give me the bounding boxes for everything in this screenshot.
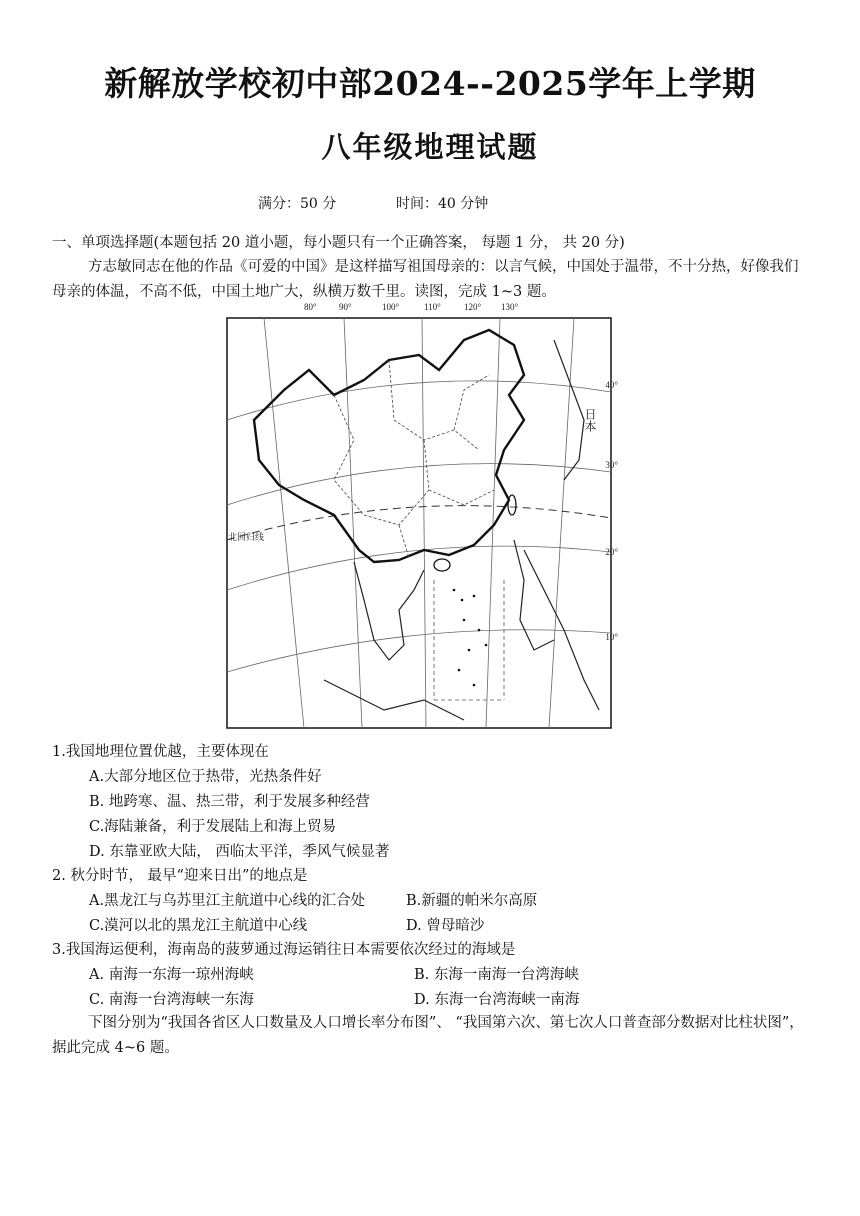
- question-intro: 方志敏同志在他的作品《可爱的中国》是这样描写祖国母亲的：以言气候，中国处于温带，不十分热，好像我们母亲的体温，不高不低，中国土地广大，纵横万数千里。读图，完成 1~3 题。: [52, 259, 799, 300]
- question-2-stem: 2. 秋分时节， 最早“迎来日出”的地点是: [52, 868, 308, 884]
- lat-label-40: 40°: [605, 380, 618, 390]
- question-1-stem: 1.我国地理位置优越，主要体现在: [52, 744, 269, 760]
- question-2-option-c: C.漠河以北的黑龙江主航道中心线: [89, 918, 308, 934]
- lon-label-90: 90°: [339, 302, 352, 312]
- full-score: 满分：50 分: [258, 196, 337, 212]
- japan-label: 日本: [583, 408, 597, 432]
- question-2-option-b: B.新疆的帕米尔高原: [406, 893, 538, 909]
- question-1-option-a: A.大部分地区位于热带，光热条件好: [89, 769, 322, 785]
- section-heading: 一、单项选择题(本题包括 20 道小题，每小题只有一个正确答案， 每题 1 分， 共 20 分): [52, 235, 625, 251]
- map-frame: [227, 318, 611, 728]
- lon-label-120: 120°: [464, 302, 482, 312]
- question-3-option-d: D. 东海一台湾海峡一南海: [414, 992, 580, 1008]
- tropic-label: 北回归线: [228, 532, 265, 542]
- question-1-option-d: D. 东靠亚欧大陆， 西临太平洋，季风气候显著: [89, 844, 390, 860]
- lon-label-110: 110°: [424, 302, 441, 312]
- question-1-option-b: B. 地跨寒、温、热三带，利于发展多种经营: [89, 794, 370, 810]
- exam-title: 新解放学校初中部2024--2025学年上学期: [104, 64, 756, 103]
- question-2-option-d: D. 曾母暗沙: [406, 918, 485, 934]
- exam-time: 时间：40 分钟: [396, 196, 489, 212]
- lon-label-80: 80°: [304, 302, 317, 312]
- section2-intro: 下图分别为“我国各省区人口数量及人口增长率分布图”、 “我国第六次、第七次人口普查部分数据对比柱状图”，据此完成 4~6 题。: [52, 1015, 804, 1056]
- question-3-stem: 3.我国海运便利，海南岛的菠萝通过海运销往日本需要依次经过的海域是: [52, 942, 516, 958]
- lon-label-100: 100°: [382, 302, 400, 312]
- lon-label-130: 130°: [501, 302, 519, 312]
- question-1-option-c: C.海陆兼备，利于发展陆上和海上贸易: [89, 819, 337, 835]
- lat-label-20: 20°: [605, 547, 618, 557]
- question-3-option-a: A. 南海一东海一琼州海峡: [89, 967, 254, 983]
- question-3-option-c: C. 南海一台湾海峡一东海: [89, 992, 254, 1008]
- lat-label-30: 30°: [605, 460, 618, 470]
- exam-subtitle: 八年级地理试题: [321, 130, 539, 164]
- question-2-option-a: A.黑龙江与乌苏里江主航道中心线的汇合处: [89, 893, 366, 909]
- question-3-option-b: B. 东海一南海一台湾海峡: [414, 967, 579, 983]
- lat-label-10: 10°: [605, 632, 618, 642]
- china-location-map: [224, 300, 618, 736]
